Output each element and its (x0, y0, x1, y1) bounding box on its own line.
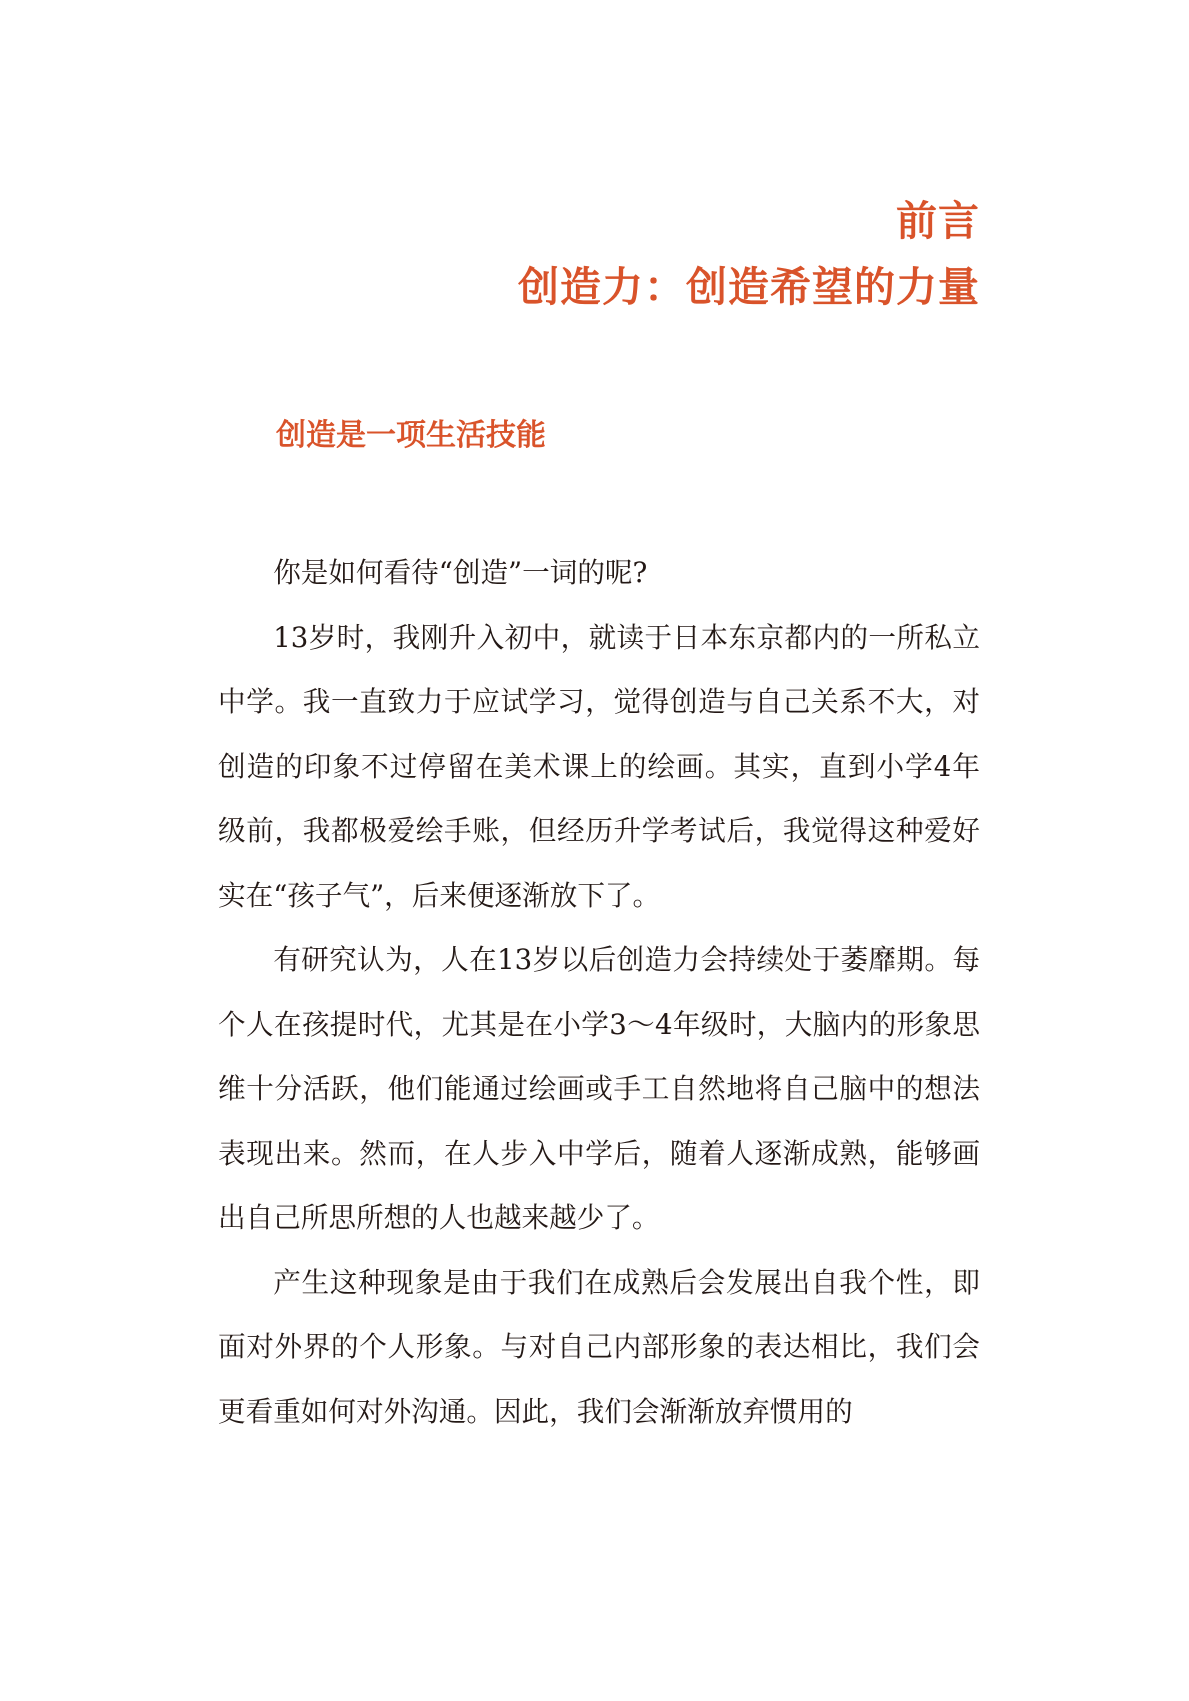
preface-label: 前言 (896, 197, 980, 245)
paragraph: 13岁时，我刚升入初中，就读于日本东京都内的一所私立中学。我一直致力于应试学习，觉得创造与自己关系不大，对创造的印象不过停留在美术课上的绘画。其实，直到小学4年级前，我都极爱绘手账，但经历升学考试后，我觉得这种爱好实在“孩子气”，后来便逐渐放下了。 (218, 620, 980, 912)
chapter-title: 创造力：创造希望的力量 (518, 263, 980, 311)
section-title: 创造是一项生活技能 (276, 418, 546, 453)
paragraph: 有研究认为，人在13岁以后创造力会持续处于萎靡期。每个人在孩提时代，尤其是在小学3～4年级时，大脑内的形象思维十分活跃，他们能通过绘画或手工自然地将自己脑中的想法表现出来。然而，在人步入中学后，随着人逐渐成熟，能够画出自己所思所想的人也越来越少了。 (218, 943, 980, 1234)
chapter-heading (518, 188, 980, 320)
body-text (218, 541, 980, 1444)
paragraph: 产生这种现象是由于我们在成熟后会发展出自我个性，即面对外界的个人形象。与对自己内部形象的表达相比，我们会更看重如何对外沟通。因此，我们会渐渐放弃惯用的 (218, 1265, 980, 1428)
paragraph: 你是如何看待“创造”一词的呢? (273, 556, 648, 589)
